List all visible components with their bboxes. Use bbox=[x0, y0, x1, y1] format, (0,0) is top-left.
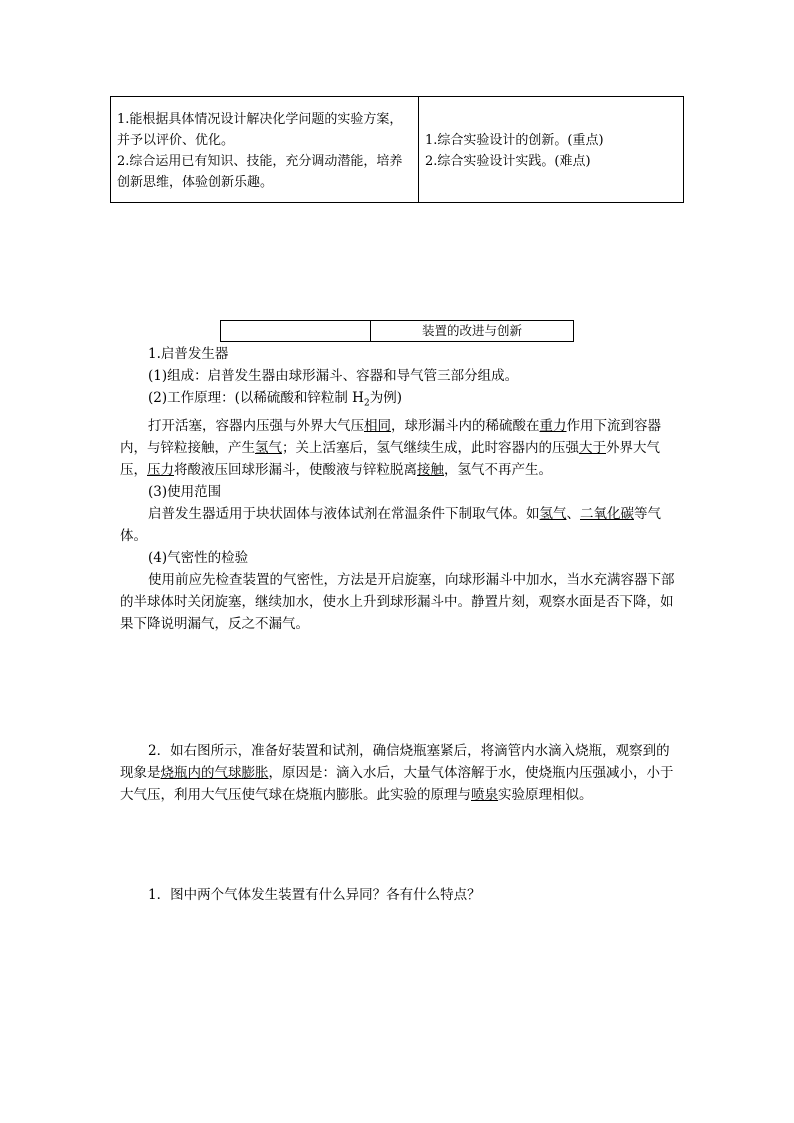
section-header-table bbox=[220, 320, 574, 342]
answer-blank: 喷泉 bbox=[471, 787, 498, 803]
text: 、 bbox=[566, 505, 580, 522]
answer-blank: 二氧化碳 bbox=[580, 505, 634, 522]
text: 实验原理相似。 bbox=[498, 787, 593, 803]
text: 启普发生器适用于块状固体与液体试剂在常温条件下制取气体。如 bbox=[148, 505, 540, 522]
answer-blank: 大于 bbox=[579, 439, 606, 456]
goal-item: 2.综合运用已有知识、技能，充分调动潜能，培养创新思维，体验创新乐趣。 bbox=[117, 154, 403, 190]
answer-blank: 重力 bbox=[539, 417, 567, 434]
answer-blank: 烧瓶内的气球膨胀 bbox=[160, 765, 269, 781]
balloon-experiment-section bbox=[120, 740, 680, 806]
principle-heading-text: (2)工作原理：(以稀硫酸和锌粒制 H bbox=[148, 390, 364, 406]
answer-blank: 氢气 bbox=[255, 439, 282, 456]
answer-blank: 相同 bbox=[364, 417, 391, 434]
text: ；关上活塞后，氢气继续生成，此时容器内的压强 bbox=[282, 439, 579, 456]
text: 2．如右图所示，准备好装置和试剂，确信烧瓶塞紧后，将滴管内水滴入烧瓶，观察到的现象是 bbox=[120, 743, 670, 781]
subscript: 2 bbox=[363, 398, 370, 409]
goal-item: 1.能根据具体情况设计解决化学问题的实验方案，并予以评价、优化。 bbox=[117, 112, 403, 148]
kipp-principle-heading bbox=[120, 387, 680, 415]
text: 将酸液压回球形漏斗，使酸液与锌粒脱离 bbox=[174, 461, 417, 478]
kipp-principle bbox=[120, 415, 680, 481]
kipp-heading: 1.启普发生器 bbox=[148, 346, 229, 362]
section-header-empty-cell bbox=[221, 321, 371, 341]
question-1: 1．图中两个气体发生装置有什么异同？各有什么特点？ bbox=[148, 887, 481, 903]
text: 打开活塞，容器内压强与外界大气压 bbox=[148, 417, 364, 434]
focus-item: 2.综合实验设计实践。(难点) bbox=[425, 154, 591, 169]
kipp-generator-section bbox=[120, 343, 680, 635]
text: ，球形漏斗内的稀硫酸在 bbox=[391, 417, 540, 434]
text: ，氢气不再产生。 bbox=[444, 461, 552, 478]
text: 作用下流到容器内，与锌粒接触，产生 bbox=[120, 417, 661, 456]
balloon-paragraph bbox=[120, 740, 680, 806]
answer-blank: 接触 bbox=[417, 461, 444, 478]
kipp-airtight: 使用前应先检查装置的气密性，方法是开启旋塞，向球形漏斗中加水，当水充满容器下部的半球体时关闭旋塞，继续加水，使水上升到球形漏斗中。静置片刻，观察水面是否下降，如果下降说明漏气，反之不漏气。 bbox=[120, 571, 675, 632]
question-section bbox=[120, 884, 680, 906]
focus-item: 1.综合实验设计的创新。(重点) bbox=[425, 133, 604, 148]
text: ，原因是：滴入水后，大量气体溶解于水，使烧瓶内压强减小，小于大气压，利用大气压使气球在烧瓶内膨胀。此实验的原理与 bbox=[120, 765, 674, 803]
kipp-scope-heading: (3)使用范围 bbox=[148, 483, 222, 500]
principle-heading-text: 为例) bbox=[369, 390, 402, 406]
section-title: 装置的改进与创新 bbox=[421, 323, 522, 338]
kipp-scope bbox=[120, 503, 680, 547]
goals-right-cell bbox=[419, 97, 683, 202]
text: 外界大气压， bbox=[120, 439, 660, 478]
kipp-composition: (1)组成：启普发生器由球形漏斗、容器和导气管三部分组成。 bbox=[148, 368, 519, 384]
kipp-airtight-heading: (4)气密性的检验 bbox=[148, 549, 249, 566]
answer-blank: 氢气 bbox=[539, 505, 567, 522]
text: 等气体。 bbox=[120, 505, 661, 544]
goals-left-cell bbox=[111, 97, 419, 202]
learning-goals-table bbox=[110, 96, 684, 203]
answer-blank: 压力 bbox=[147, 461, 174, 478]
